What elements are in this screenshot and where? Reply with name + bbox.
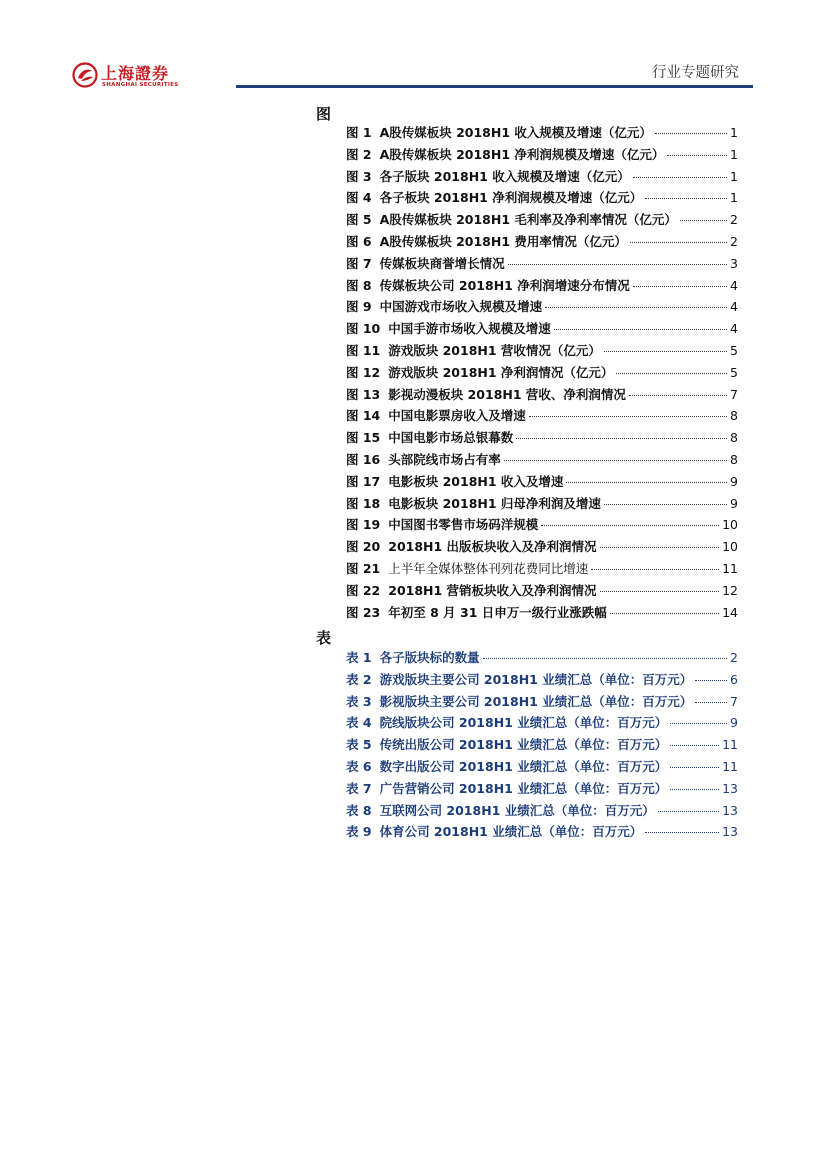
table-entry-page-number: 11 <box>722 759 738 774</box>
page-header <box>58 58 753 90</box>
figure-entry[interactable] <box>346 278 738 294</box>
table-entry-label: 表 5 <box>346 737 372 753</box>
figure-entry-label: 图 1 <box>346 125 372 140</box>
dot-leader <box>670 766 719 768</box>
figure-entry-title: 2018H1 出版板块收入及净利润情况 <box>388 539 597 555</box>
figure-entry[interactable] <box>346 452 738 468</box>
table-entry-label: 表 9 <box>346 824 372 840</box>
figure-entry-title: 中国图书零售市场码洋规模 <box>388 517 539 533</box>
dot-leader <box>633 285 727 287</box>
dot-leader <box>545 306 727 308</box>
figure-entry-page-number: 10 <box>722 517 738 533</box>
dot-leader <box>529 415 727 417</box>
figure-entry-page-number: 4 <box>730 277 738 293</box>
dot-leader <box>591 568 719 570</box>
figure-entry[interactable] <box>346 299 738 315</box>
dot-leader <box>670 744 719 746</box>
table-entry-page-number: 11 <box>722 737 738 753</box>
figure-entry[interactable] <box>346 561 738 577</box>
figure-entry-label: 图 16 <box>346 452 381 467</box>
figure-entry-page-number: 3 <box>730 255 738 271</box>
figure-entry-label: 图 17 <box>346 473 381 489</box>
dot-leader <box>655 132 727 134</box>
figure-entry-page-number: 1 <box>730 146 738 162</box>
dot-leader <box>670 722 727 724</box>
table-entry[interactable] <box>346 824 738 840</box>
figure-entry-label: 图 3 <box>346 168 372 184</box>
logo-emblem-icon <box>72 62 98 88</box>
dot-leader <box>483 657 727 659</box>
company-logo <box>72 60 232 90</box>
figure-entry-page-number: 10 <box>722 539 738 555</box>
figure-entry-page-number: 5 <box>730 364 738 380</box>
table-entry[interactable] <box>346 737 738 753</box>
figure-entry-label: 图 15 <box>346 430 381 446</box>
figure-entry-label: 图 5 <box>346 212 372 228</box>
figure-entry[interactable] <box>346 147 738 163</box>
figure-entry-title: 头部院线市场占有率 <box>388 452 501 467</box>
table-entry-page-number: 6 <box>730 671 738 687</box>
dot-leader <box>633 176 727 178</box>
figure-entry-title: 传媒板块公司 2018H1 净利润增速分布情况 <box>379 277 630 293</box>
table-entry[interactable] <box>346 650 738 666</box>
figure-entry-title: 中国电影票房收入及增速 <box>388 408 526 424</box>
dot-leader <box>670 788 719 790</box>
table-entry-label: 表 2 <box>346 671 372 687</box>
figure-entry-label: 图 10 <box>346 321 381 337</box>
figure-entry-page-number: 11 <box>722 561 738 576</box>
figure-entry-title: 2018H1 营销板块收入及净利润情况 <box>388 582 597 598</box>
dot-leader <box>630 241 727 243</box>
figure-entry-title: 电影板块 2018H1 收入及增速 <box>388 473 564 489</box>
figure-entry-page-number: 4 <box>730 299 738 315</box>
table-entry-page-number: 2 <box>730 650 738 665</box>
figure-entry[interactable] <box>346 430 738 446</box>
dot-leader <box>616 372 727 374</box>
figure-entry-page-number: 8 <box>730 430 738 446</box>
figure-entry-label: 图 21 <box>346 561 381 576</box>
table-entry[interactable] <box>346 715 738 731</box>
dot-leader <box>600 546 720 548</box>
dot-leader <box>695 679 727 681</box>
figure-entry-title: 传媒板块商誉增长情况 <box>379 255 505 271</box>
table-entry-title: 数字出版公司 2018H1 业绩汇总（单位：百万元） <box>379 759 668 774</box>
figure-entry-page-number: 1 <box>730 125 738 140</box>
figure-entry[interactable] <box>346 539 738 555</box>
figure-entry[interactable] <box>346 234 738 250</box>
figure-entry[interactable] <box>346 496 738 512</box>
table-entry[interactable] <box>346 672 738 688</box>
table-entry-label: 表 8 <box>346 802 372 818</box>
table-entry-title: 体育公司 2018H1 业绩汇总（单位：百万元） <box>379 824 643 840</box>
figure-entry-label: 图 13 <box>346 386 381 402</box>
figure-entry-label: 图 9 <box>346 299 372 315</box>
figure-entry-title: A股传媒板块 2018H1 毛利率及净利率情况（亿元） <box>379 212 677 228</box>
figure-entry[interactable] <box>346 517 738 533</box>
table-entry-title: 广告营销公司 2018H1 业绩汇总（单位：百万元） <box>379 780 668 796</box>
figure-entry[interactable] <box>346 321 738 337</box>
figure-entry[interactable] <box>346 474 738 490</box>
figure-entry-label: 图 22 <box>346 582 381 598</box>
figure-entry[interactable] <box>346 256 738 272</box>
figure-entry-title: 中国手游市场收入规模及增速 <box>388 321 551 337</box>
figure-entry-label: 图 4 <box>346 190 372 206</box>
figure-entry-label: 图 18 <box>346 495 381 511</box>
table-entry-title: 互联网公司 2018H1 业绩汇总（单位：百万元） <box>379 802 655 818</box>
dot-leader <box>554 328 727 330</box>
table-entry-label: 表 1 <box>346 650 372 665</box>
table-entry-title: 院线版块公司 2018H1 业绩汇总（单位：百万元） <box>379 715 668 731</box>
dot-leader <box>695 701 727 703</box>
figure-entry[interactable] <box>346 408 738 424</box>
figures-heading: 图 <box>316 105 332 123</box>
dot-leader <box>667 154 727 156</box>
figure-entry-page-number: 4 <box>730 321 738 337</box>
table-entry[interactable] <box>346 781 738 797</box>
figure-entry-page-number: 14 <box>722 604 738 620</box>
figure-entry[interactable] <box>346 365 738 381</box>
dot-leader <box>604 503 727 505</box>
figure-entry-label: 图 11 <box>346 343 381 358</box>
dot-leader <box>604 350 727 352</box>
table-entry-page-number: 13 <box>722 802 738 818</box>
figure-entry[interactable] <box>346 343 738 359</box>
logo-text-cn: 上海證券 <box>101 64 170 83</box>
header-divider <box>236 85 753 88</box>
figure-entry-title: A股传媒板块 2018H1 净利润规模及增速（亿元） <box>379 146 665 162</box>
figure-entry-title: A股传媒板块 2018H1 费用率情况（亿元） <box>379 234 627 249</box>
figure-entry-title: 上半年全媒体整体刊列花费同比增速 <box>388 561 589 576</box>
figure-entry-title: 中国电影市场总银幕数 <box>388 430 514 446</box>
table-entry-label: 表 3 <box>346 693 372 709</box>
figure-entry-label: 图 20 <box>346 539 381 555</box>
figure-entry[interactable] <box>346 605 738 621</box>
table-entry-label: 表 7 <box>346 780 372 796</box>
figure-entry-page-number: 8 <box>730 408 738 424</box>
figure-entry-page-number: 9 <box>730 495 738 511</box>
figure-entry-title: 影视动漫板块 2018H1 营收、净利润情况 <box>388 386 626 402</box>
figure-entry-title: 年初至 8 月 31 日申万一级行业涨跌幅 <box>388 604 607 620</box>
dot-leader <box>508 263 727 265</box>
report-category-title: 行业专题研究 <box>652 65 739 81</box>
figure-entry-page-number: 7 <box>730 386 738 402</box>
figure-entry-page-number: 9 <box>730 473 738 489</box>
figure-entry-page-number: 5 <box>730 343 738 358</box>
dot-leader <box>610 612 719 614</box>
tables-heading: 表 <box>316 629 332 647</box>
dot-leader <box>541 524 719 526</box>
dot-leader <box>645 197 727 199</box>
table-entry-page-number: 7 <box>730 693 738 709</box>
table-entry-title: 各子版块标的数量 <box>379 650 480 665</box>
figure-entry[interactable] <box>346 583 738 599</box>
table-entry-page-number: 13 <box>722 780 738 796</box>
figure-entry-page-number: 8 <box>730 452 738 467</box>
figure-entry-label: 图 7 <box>346 255 372 271</box>
dot-leader <box>504 459 727 461</box>
dot-leader <box>566 481 727 483</box>
figure-entry-label: 图 14 <box>346 408 381 424</box>
table-entry-label: 表 4 <box>346 715 372 731</box>
figure-entry-title: 电影板块 2018H1 归母净利润及增速 <box>388 495 601 511</box>
dot-leader <box>629 394 727 396</box>
figure-entry-page-number: 1 <box>730 190 738 206</box>
table-entry-page-number: 9 <box>730 715 738 731</box>
figure-entry-label: 图 8 <box>346 277 372 293</box>
figure-entry-page-number: 12 <box>722 582 738 598</box>
table-entry-label: 表 6 <box>346 759 372 774</box>
figure-entry-title: 中国游戏市场收入规模及增速 <box>379 299 543 315</box>
figure-entry-title: 各子版块 2018H1 收入规模及增速（亿元） <box>379 168 630 184</box>
figure-entry-label: 图 12 <box>346 364 381 380</box>
figure-entry[interactable] <box>346 190 738 206</box>
dot-leader <box>600 590 720 592</box>
figure-entry[interactable] <box>346 212 738 228</box>
logo-text-en: SHANGHAI SECURITIES <box>102 82 179 88</box>
figure-entry[interactable] <box>346 169 738 185</box>
table-entry[interactable] <box>346 803 738 819</box>
dot-leader <box>680 219 727 221</box>
figure-entry-label: 图 23 <box>346 604 381 620</box>
figure-entry-page-number: 2 <box>730 234 738 249</box>
figure-entry-label: 图 19 <box>346 517 381 533</box>
table-entry-page-number: 13 <box>722 824 738 840</box>
dot-leader <box>658 810 719 812</box>
table-entry-title: 游戏版块主要公司 2018H1 业绩汇总（单位：百万元） <box>379 671 693 687</box>
dot-leader <box>516 437 727 439</box>
table-entry[interactable] <box>346 759 738 775</box>
figure-entry-title: 游戏版块 2018H1 净利润情况（亿元） <box>388 364 614 380</box>
table-entry[interactable] <box>346 694 738 710</box>
table-entry-title: 影视版块主要公司 2018H1 业绩汇总（单位：百万元） <box>379 693 693 709</box>
figure-entry-page-number: 1 <box>730 168 738 184</box>
table-entry-title: 传统出版公司 2018H1 业绩汇总（单位：百万元） <box>379 737 668 753</box>
figure-entry[interactable] <box>346 387 738 403</box>
figure-entry-label: 图 2 <box>346 146 372 162</box>
dot-leader <box>645 831 719 833</box>
figure-entry-title: 各子板块 2018H1 净利润规模及增速（亿元） <box>379 190 643 206</box>
figure-entry-title: 游戏版块 2018H1 营收情况（亿元） <box>388 343 601 358</box>
figure-entry-label: 图 6 <box>346 234 372 249</box>
figure-entry-title: A股传媒板块 2018H1 收入规模及增速（亿元） <box>379 125 652 140</box>
figure-entry-page-number: 2 <box>730 212 738 228</box>
figure-entry[interactable] <box>346 125 738 141</box>
